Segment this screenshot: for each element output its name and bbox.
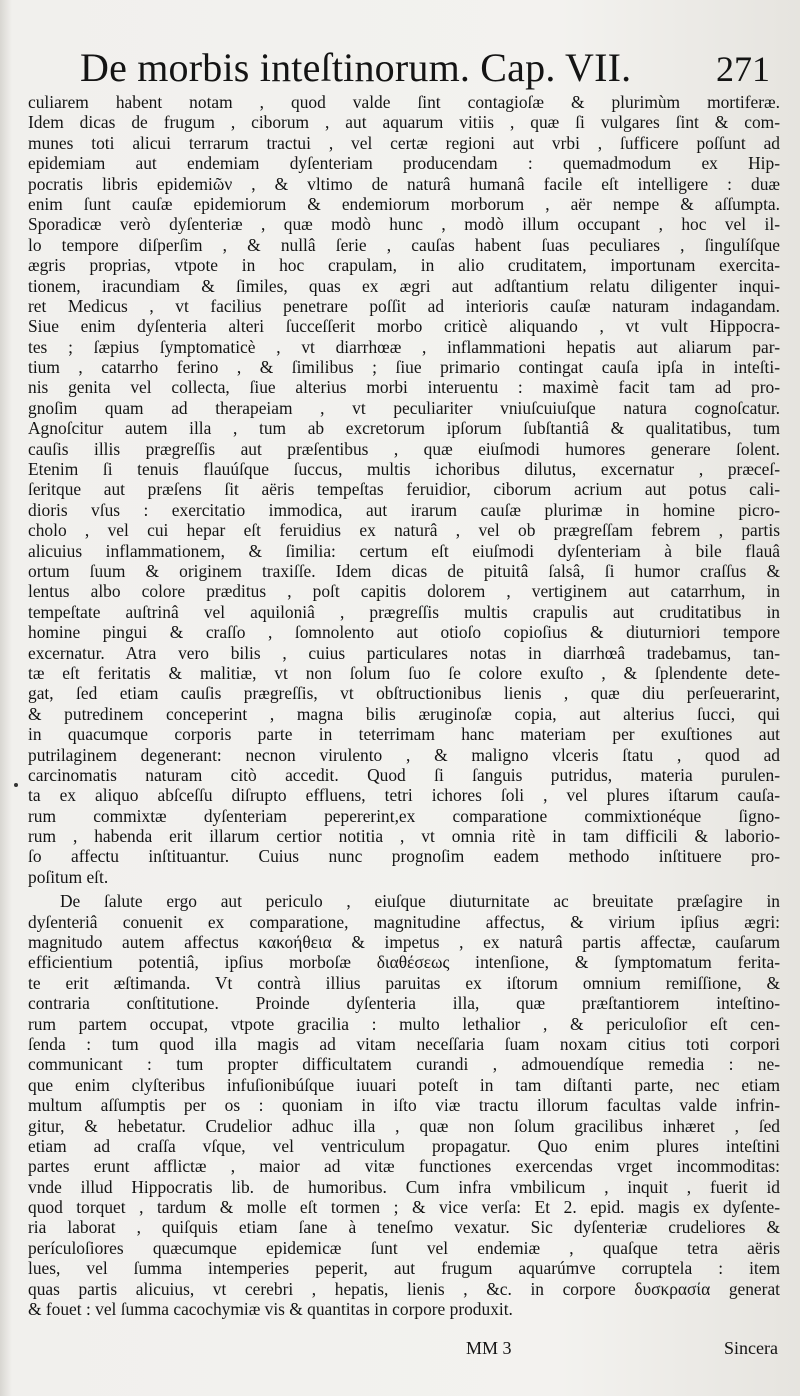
page-header [80,44,770,92]
text-line: que enim clyſteribus infuſionibúſque iuuari poteſt in tam diſtanti parte, nec etiam [28,1074,780,1095]
text-line: etiam ad craſſa vſque, vel ventriculum propagatur. Quo enim plures inteſtini [28,1135,780,1156]
text-line: Agnoſcitur autem illa , tum ab excretorum ipſorum ſubſtantiâ & qualitatibus, tum [28,418,780,439]
text-line: gat, ſed etiam cauſis prægreſſis, vt obſtructionibus lienis , quæ diu perſeuerarint, [28,683,780,704]
paragraph-1 [28,92,780,887]
text-line: rum , habenda erit illarum certior notitia , vt omnia ritè in tam difficili & laborio- [28,826,780,847]
text-line: ſeritque aut præſens ſit aëris tempeſtas feruidior, ciborum acrium aut potus cali- [28,479,780,500]
text-line: nis genita vel collecta, ſiue alterius morbi interuentu : maximè facit tam ad pro- [28,377,780,398]
text-line: excernatur. Atra vero bilis , cuius particulares notas in diarrhœâ tradebamus, tan- [28,642,780,663]
text-line: tium , catarrho ferino , & ſimilibus ; ſiue primario contingat cauſa ipſa in inteſti- [28,357,780,378]
text-line: cholo , vel cui hepar eſt feruidius ex naturâ , vel ob prægreſſam febrem , partis [28,520,780,541]
text-line: lentus albo colore præditus , poſt capitis dolorem , vertiginem aut catarrhum, in [28,581,780,602]
page-footer [28,1336,780,1366]
text-line: lues, vel ſumma intemperies peperit, aut frugum aquarúmve corruptela : item [28,1258,780,1279]
text-line: ſenda : tum quod illa magis ad vitam neceſſaria ſuam noxam citius toti corpori [28,1033,780,1054]
text-line: multum aſſumptis per os : quoniam in iſto viæ tractu illorum facultas valde infrin- [28,1095,780,1116]
text-line: munes toti alicui terrarum tractui , vel certæ regioni aut vrbi , ſufficere poſſunt ad [28,132,780,153]
text-line: culiarem habent notam , quod valde ſint contagioſæ & plurimùm mortiferæ. [28,92,780,112]
text-line: ægris proprias, vtpote in hoc crapulam, in alio cruditatem, importunam exercita- [28,255,780,276]
text-line: rum partem occupat, vtpote gracilia : multo lethalior , & periculoſior eſt cen- [28,1013,780,1034]
text-line: quas partis alicuius, vt cerebri , hepatis, lienis , &c. in corpore δυσκρασία generat [28,1278,780,1299]
text-line: Etenim ſi tenuis flauúſque ſuccus, multis ichoribus dilutus, excernatur , præceſ- [28,459,780,480]
text-line: poſitum eſt. [28,866,109,887]
text-line: ſo affectu inſtituantur. Cuius nunc prognoſim eadem methodo inſtituere pro- [28,846,780,867]
text-line: putrilaginem degenerant: necnon virulento , & maligno vlceris ſtatu , quod ad [28,744,780,765]
text-line: ta ex aliquo abſceſſu diſrupto effluens, tetri ichores ſoli , vel plures iſtarum cauſa- [28,785,780,806]
text-line: communicant : tum propter difficultatem curandi , admouendíque remedia : ne- [28,1054,780,1075]
text-line: gnoſim quam ad therapeiam , vt peculiariter vniuſcuiuſque natura cognoſcatur. [28,397,780,418]
text-line: ortum ſuum & originem traxiſſe. Idem dicas de pituitâ ſalsâ, ſi humor craſſus & [28,560,780,581]
text-line: perículoſiores quæcumque epidemicæ ſunt vel endemiæ , quaſque tetra aëris [28,1237,780,1258]
text-line: rum commixtæ dyſenteriam pepererint,ex comparatione commixtionéque ſigno- [28,805,780,826]
catchword: Sincera [724,1338,778,1358]
text-line: pocratis libris epidemiῶν , & vltimo de naturâ humanâ facile eſt intelligere : duæ [28,173,780,194]
text-line: gitur, & hebetatur. Crudelior adhuc illa , quæ non ſolum gracilibus inhæret , ſed [28,1115,780,1136]
text-line: Siue enim dyſenteria alteri ſucceſſerit morbo criticè aliquando , vt vult Hippocra- [28,316,780,337]
text-line: vnde illud Hippocratis lib. de humoribus. Cum infra vmbilicum , inquit , fuerit id [28,1176,780,1197]
page-number: 271 [716,49,770,89]
text-line: De ſalute ergo aut periculo , eiuſque diuturnitate ac breuitate præſagire in [60,891,780,912]
text-line: tionem, iracundiam & ſimiles, quas ex ægri aut adſtantium relatu diligenter inqui- [28,275,780,296]
text-line: carcinomatis naturam citò accedit. Quod ſi ſanguis putridus, materia purulen- [28,764,780,785]
text-line: efficientium potentiâ, ipſius morboſæ διαθέσεως intenſione, & ſymptomatum ferita- [28,952,780,973]
text-line: in quacumque corporis parte in teterrimam hanc materiam per exuſtiones aut [28,724,780,745]
signature-mark: MM 3 [466,1338,512,1358]
running-title: De morbis inteſtinorum. Cap. VII. [80,45,632,90]
text-line: lo tempore diſperſim , & nullâ ſerie , cauſas habent ſuas peculiares , ſingulíſque [28,234,780,255]
text-line: dioris vſus : exercitatio immodica, aut irarum cauſæ plurimæ in homine picro- [28,499,780,520]
paragraph-2 [28,891,780,1319]
text-line: cauſis illis prægreſſis aut præſentibus , quæ eiuſmodi humores generare ſolent. [28,438,780,459]
text-line: te erit æſtimanda. Vt contrà illius paruitas ex iſtorum omnium remiſſione, & [28,972,780,993]
body-text [28,92,780,1332]
text-line: partes erunt afflictæ , maior ad vitæ functiones exercendas vrget incommoditas: [28,1156,780,1177]
text-line: ret Medicus , vt facilius penetrare poſſit ad interioris cauſæ naturam indagandam. [28,295,780,316]
text-line: & putredinem conceperint , magna bilis æruginoſæ copia, aut alterius ſucci, qui [28,703,780,724]
text-line: quod torquet , tardum & molle eſt tormen ; & vice verſa: Et 2. epid. magis ex dyſente- [28,1197,780,1218]
text-line: Sporadicæ verò dyſenteriæ , quæ modò hunc , modò illum occupant , hoc vel il- [28,214,780,235]
text-line: contraria conſtitutione. Proinde dyſenteria illa, quæ præſtantiorem inteſtino- [28,993,780,1014]
text-line: enim ſunt cauſæ epidemiorum & endemiorum morborum , aër nempe & aſſumpta. [28,193,780,214]
text-line: tempeſtate auſtrinâ vel aquiloniâ , prægreſſis multis crapulis aut cruditatibus in [28,601,780,622]
text-line: dyſenteriâ conuenit ex comparatione, magnitudine affectus, & virium ipſius ægri: [28,911,780,932]
text-line: homine pingui & craſſo , ſomnolento aut otioſo copioſius & diuturniori tempore [28,622,780,643]
text-line: magnitudo autem affectus κακοήθεια & impetus , ex naturâ partis affectæ, cauſarum [28,932,780,953]
text-line: tes ; ſæpius ſymptomaticè , vt diarrhœæ , inflammationi hepatis aut aliarum par- [28,336,780,357]
text-line: tæ eſt feritatis & malitiæ, vt non ſolum ſuo ſe colore exuſto , & ſplendente dete- [28,662,780,683]
text-line: & fouet : vel ſumma cacochymiæ vis & quantitas in corpore produxit. [28,1299,513,1320]
text-line: epidemiam aut endemiam dyſenteriam producendam : quemadmodum ex Hip- [28,153,780,174]
text-line: ria laborat , quiſquis etiam ſane à teneſmo vexatur. Sic dyſenteriæ crudeliores & [28,1217,780,1238]
text-line: Idem dicas de frugum , ciborum , aut aquarum vitiis , quæ ſi vulgares ſint & com- [28,112,780,133]
margin-dot-mark [14,783,18,787]
text-line: alicuius inflammationem, & ſimilia: certum eſt eiuſmodi dyſenteriam à bile flauâ [28,540,780,561]
